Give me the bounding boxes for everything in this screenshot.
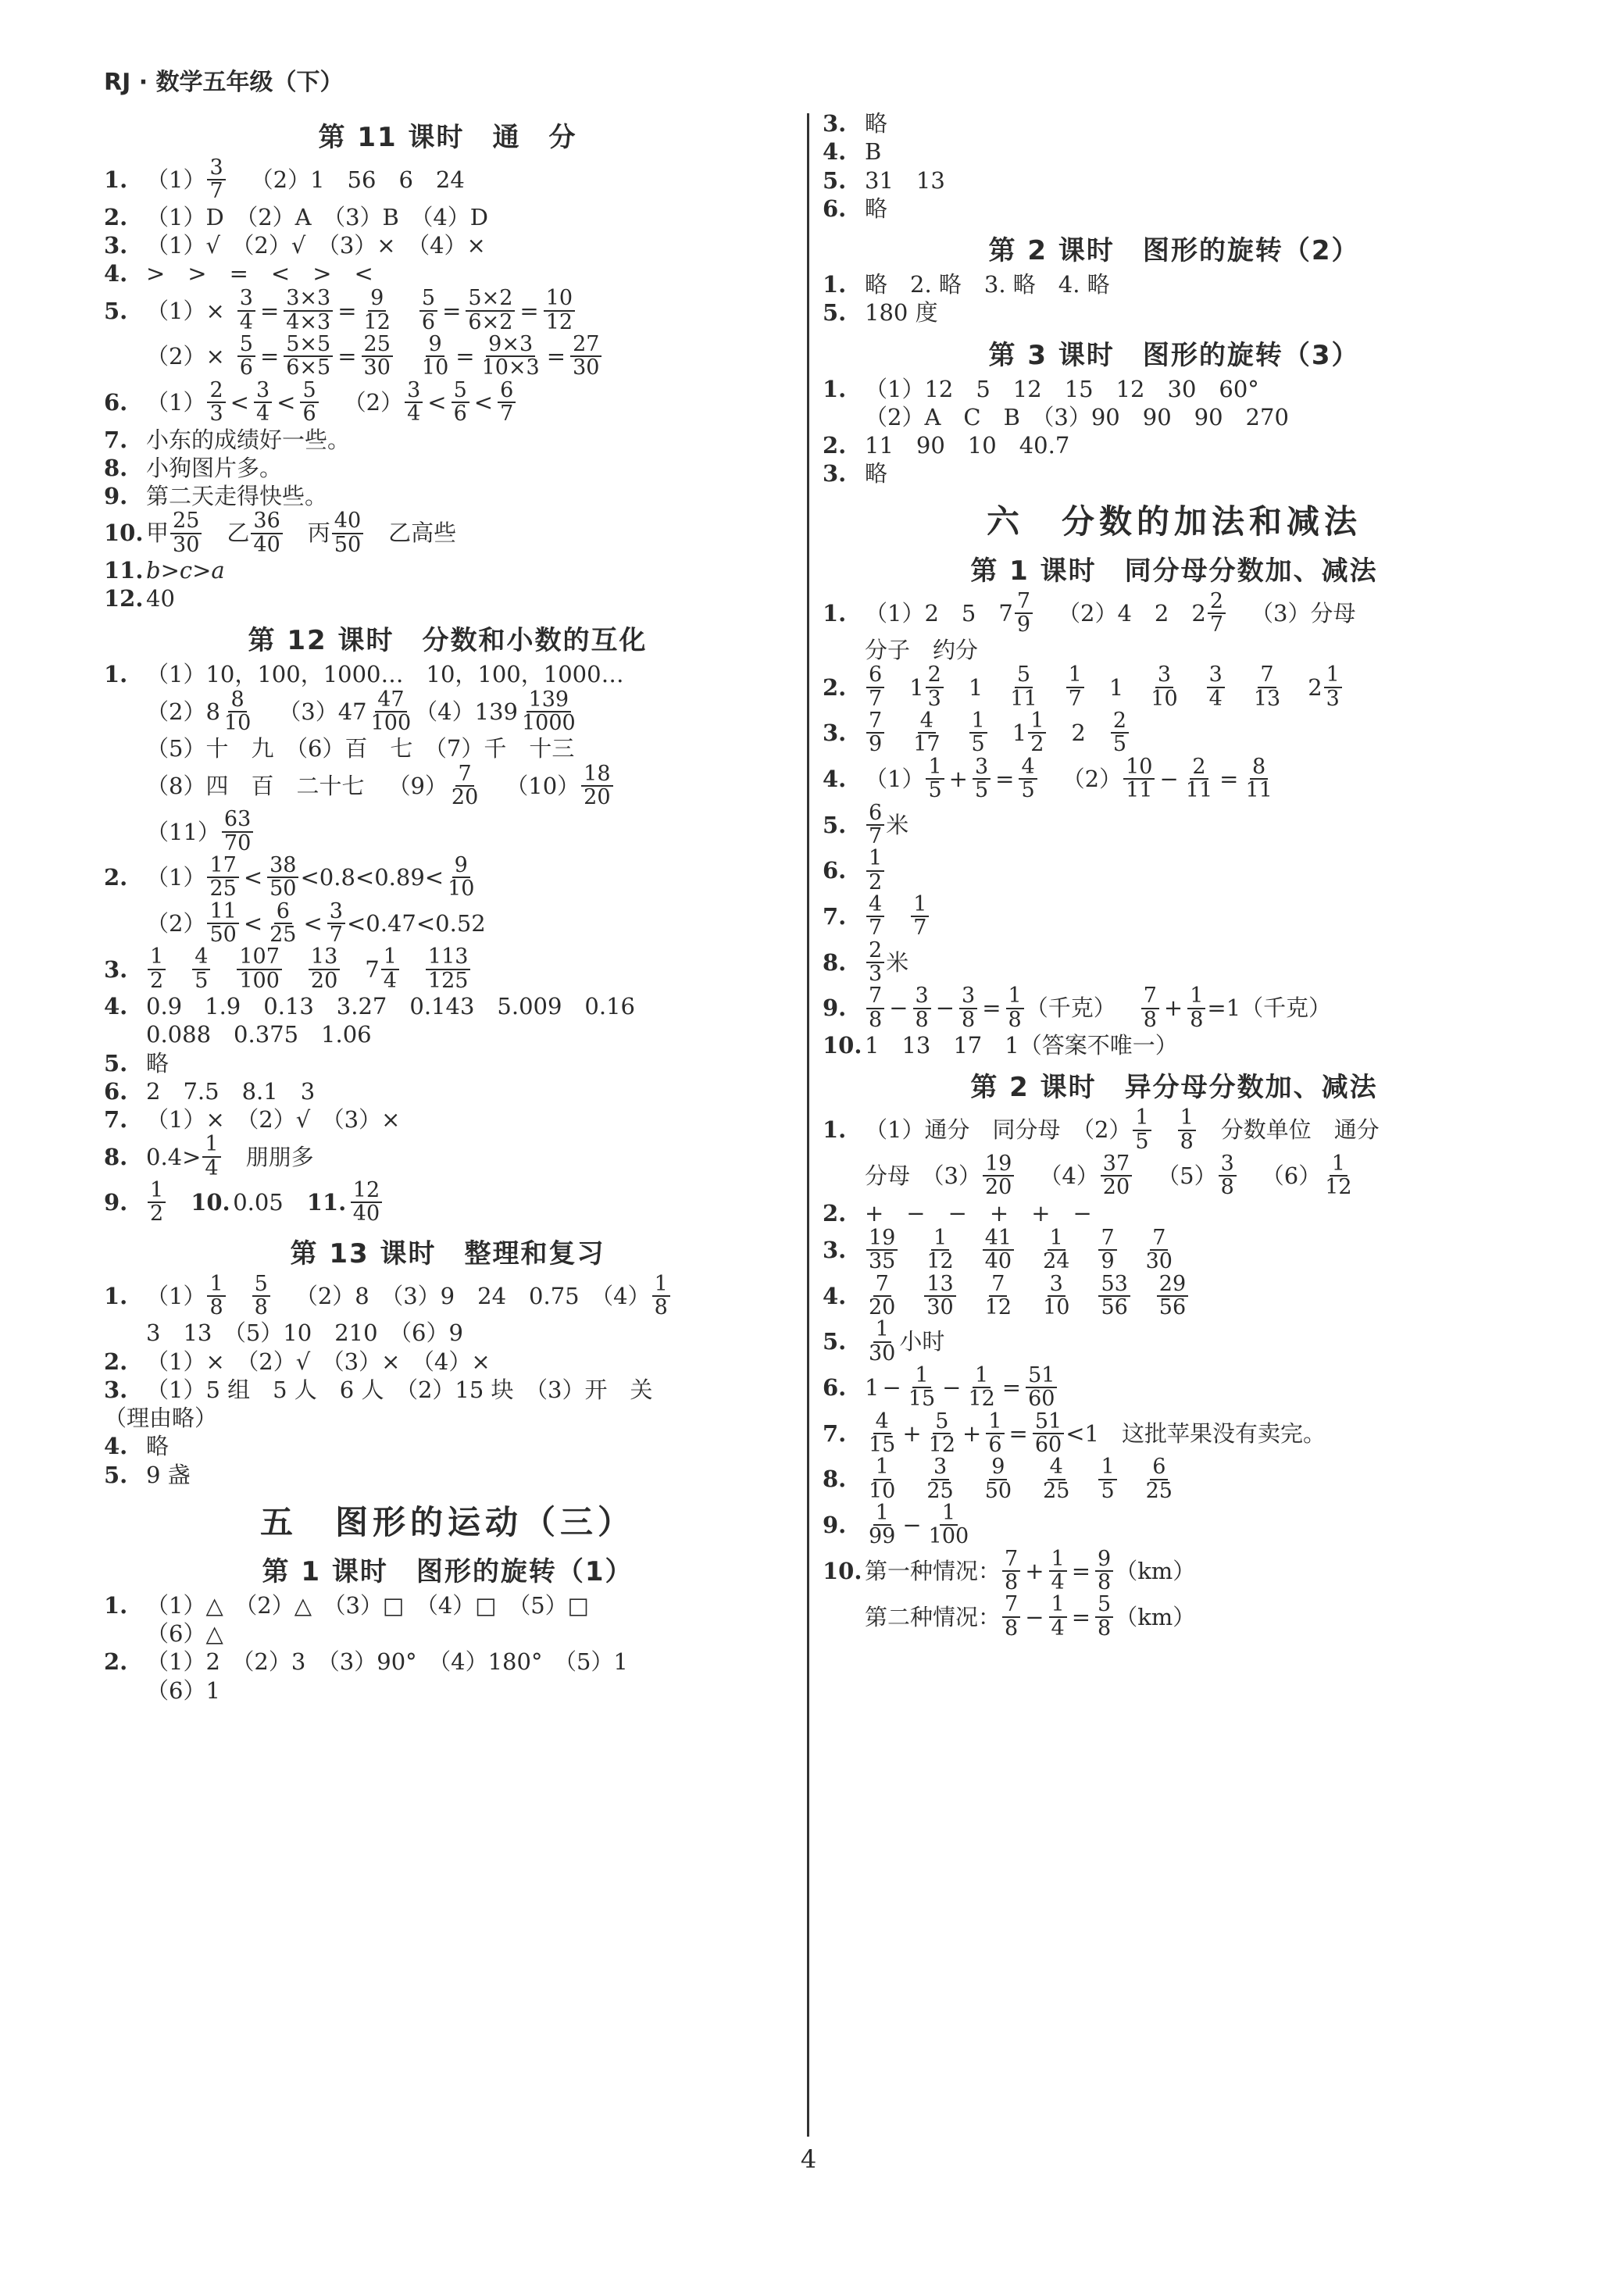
answer-row: 9. $\frac{1}{2}$ 10. 0.05 11. $\frac{12}{40}$ <box>104 1180 791 1226</box>
answer-row: 5. 略 <box>104 1049 170 1077</box>
answer-row: 4. $\frac{7}{20}$ $\frac{13}{30}$ $\frac{7}{12}$ $\frac{3}{10}$ $\frac{53}{56}$ $\frac{29}{56}$ <box>823 1273 1526 1319</box>
answer-row: （6）△ <box>146 1620 223 1648</box>
answer-row: 分子 约分 <box>865 637 979 664</box>
answer-row: 10. 甲 $\frac{25}{30}$ 乙 $\frac{36}{40}$ 丙 $\frac{40}{50}$ 乙高些 <box>104 509 457 557</box>
answer-row: 8. 小狗图片多。 <box>104 454 283 481</box>
answer-row: （2） $\frac{11}{50}$ < $\frac{6}{25}$ < $\frac{3}{7}$ <0.47<0.52 <box>146 898 486 948</box>
answer-row: 1. （1）2 5 7 $\frac{7}{9}$ （2）4 2 2 $\frac{2}{7}$ （3）分母 <box>823 588 1356 637</box>
answer-row: 3. $\frac{7}{9}$ $\frac{4}{17}$ $\frac{1}{5}$ 1 $\frac{1}{2}$ 2 $\frac{2}{5}$ <box>823 710 1526 756</box>
answer-row: 11. b>c>a <box>104 556 225 584</box>
answer-row: 3. 略 <box>823 460 888 487</box>
answer-row: 9. $\frac{7}{8}$ − $\frac{3}{8}$ − $\frac{3}{8}$ = $\frac{1}{8}$ （千克） $\frac{7}{8}$ + $\frac{1}{8}$ =1 （千克） <box>823 984 1332 1032</box>
answer-row: 10. 第一种情况： $\frac{7}{8}$ + $\frac{1}{4}$ = $\frac{9}{8}$ （km） <box>823 1546 1196 1594</box>
page-number: 4 <box>800 2144 817 2174</box>
answer-row: 5. 9 盏 <box>104 1461 191 1488</box>
answer-row: 6. 2 7.5 8.1 3 <box>104 1077 316 1105</box>
answer-row: 4. 0.9 1.9 0.13 3.27 0.143 5.009 0.16 <box>104 993 635 1020</box>
answer-row: 3. $\frac{19}{35}$ $\frac{1}{12}$ $\frac{41}{40}$ $\frac{1}{24}$ $\frac{7}{9}$ $\frac{7}{30}$ <box>823 1225 1173 1274</box>
answer-row: 7. $\frac{4}{15}$ + $\frac{5}{12}$ + $\frac{1}{6}$ = $\frac{51}{60}$ <1 这批苹果没有卖完。 <box>823 1409 1326 1457</box>
section-title-12: 第 12 课时 分数和小数的互化 <box>248 625 648 657</box>
answer-row: 分母 （3） $\frac{19}{20}$ （4） $\frac{37}{20}$ （5） $\frac{3}{8}$ （6） $\frac{1}{12}$ <box>865 1151 1352 1200</box>
answer-row: 4. （1） $\frac{1}{5}$ + $\frac{3}{5}$ = $\frac{4}{5}$ （2） $\frac{10}{11}$ − $\frac{2}{11}$ = $\frac{8}{11}$ <box>823 754 1273 803</box>
answer-row: 9. $\frac{1}{99}$ − $\frac{1}{100}$ <box>823 1500 969 1549</box>
answer-row: 8. 0.4> $\frac{1}{4}$ 朋朋多 <box>104 1132 314 1180</box>
answer-row: 1. （1） $\frac{1}{8}$ $\frac{5}{8}$ （2）8 （3）9 24 0.75 （4） $\frac{1}{8}$ <box>104 1273 791 1319</box>
answer-row: 8. $\frac{2}{3}$ 米 <box>823 937 909 986</box>
answer-row: 6. 1 − $\frac{1}{15}$ − $\frac{1}{12}$ = $\frac{51}{60}$ <box>823 1365 1526 1411</box>
section-title-11: 第 11 课时 通 分 <box>318 122 577 153</box>
answer-row: 0.088 0.375 1.06 <box>146 1021 372 1048</box>
answer-row: （理由略） <box>104 1405 218 1432</box>
answer-row: （8）四 百 二十七 （9） $\frac{7}{20}$ （10） $\frac{18}{20}$ <box>104 763 791 809</box>
section-title-5-1: 第 1 课时 图形的旋转（1） <box>262 1555 634 1587</box>
answer-row: 2. （1）2 （2）3 （3）90° （4）180° （5）1 <box>104 1648 628 1676</box>
answer-row: 3. （1）√ （2）√ （3）× （4）× <box>104 231 486 259</box>
right-column <box>823 109 1526 1640</box>
answer-row: 4. > > = < > < <box>104 260 373 287</box>
answer-row: （2）8 $\frac{8}{10}$ （3）47 $\frac{47}{100}$ （4）139 $\frac{139}{1000}$ <box>146 687 576 736</box>
page-header: RJ · 数学五年级（下） <box>104 69 344 96</box>
answer-row: （2）× $\frac{5}{6}$ = $\frac{5\times 5}{6\times 5}$ = $\frac{25}{30}$ $\frac{9}{10}$ = $\frac{9\times 3}{10\times 3}$ = $\frac{27}{30}$ <box>104 334 791 380</box>
answer-row: 8. $\frac{1}{10}$ $\frac{3}{25}$ $\frac{9}{50}$ $\frac{4}{25}$ $\frac{1}{5}$ $\frac{6}{25}$ <box>823 1455 1173 1503</box>
answer-row: 第二种情况： $\frac{7}{8}$ − $\frac{1}{4}$ = $\frac{5}{8}$ （km） <box>865 1592 1196 1641</box>
left-column <box>104 109 791 1705</box>
answer-row: 10. 1 13 17 1（答案不唯一） <box>823 1031 1178 1059</box>
answer-row: 4. B <box>823 138 882 166</box>
answer-row: （11） $\frac{63}{70}$ <box>104 809 791 855</box>
answer-row: 9. 第二天走得快些。 <box>104 483 328 509</box>
answer-row: 7. $\frac{4}{7}$ $\frac{1}{7}$ <box>823 894 1526 940</box>
answer-row: 2. （1）D （2）A （3）B （4）D <box>104 203 489 230</box>
answer-row: 5. 180 度 <box>823 299 938 327</box>
answer-row: 3. （1）5 组 5 人 6 人 （2）15 块 （3）开 关 <box>104 1376 653 1403</box>
section-title-5-3: 第 3 课时 图形的旋转（3） <box>988 339 1360 371</box>
answer-row: 1. （1） $\frac{3}{7}$ （2）1 56 6 24 <box>104 155 465 204</box>
answer-row: 2. + − − + + − <box>823 1199 1092 1227</box>
answer-row: 5. $\frac{1}{30}$ 小时 <box>823 1317 945 1366</box>
answer-row: 1. （1）12 5 12 15 12 30 60° <box>823 375 1259 402</box>
section-title-6-2: 第 2 课时 异分母分数加、减法 <box>970 1072 1378 1104</box>
answer-row: 6. $\frac{1}{2}$ <box>823 848 1526 894</box>
answer-row: 7. 小东的成绩好一些。 <box>104 426 351 453</box>
answer-row: 1. （1）10，100，1000… 10，100，1000… <box>104 661 624 688</box>
section-title-5-2: 第 2 课时 图形的旋转（2） <box>988 235 1360 266</box>
section-title-13: 第 13 课时 整理和复习 <box>290 1237 605 1269</box>
answer-row: 2. $\frac{6}{7}$ 1 $\frac{2}{3}$ 1 $\frac{5}{11}$ $\frac{1}{7}$ 1 $\frac{3}{10}$ $\frac{3}{4}$ $\frac{7}{13}$ 2 $\frac{1}{3}$ <box>823 664 1526 710</box>
answer-row: 5. 31 13 <box>823 166 945 194</box>
answer-row: 12. 40 <box>104 585 175 612</box>
answer-row: 2. 11 90 10 40.7 <box>823 432 1070 459</box>
answer-row: 2. （1）× （2）√ （3）× （4）× <box>104 1348 491 1375</box>
answer-row: 3. 略 <box>823 110 888 137</box>
fraction: $\frac{3}{7}$ <box>207 157 225 203</box>
answer-row: 7. （1）× （2）√ （3）× <box>104 1106 401 1134</box>
answer-row: 1. 略 2. 略 3. 略 4. 略 <box>823 271 1110 298</box>
answer-row: 5. $\frac{6}{7}$ 米 <box>823 800 909 848</box>
answer-row: 1. （1）通分 同分母 （2） $\frac{1}{5}$ $\frac{1}{8}$ 分数单位 通分 <box>823 1105 1380 1154</box>
answer-row: 3. $\frac{1}{2}$ $\frac{4}{5}$ $\frac{107}{100}$ $\frac{13}{20}$ 7 $\frac{1}{4}$ $\frac{113}{125}$ <box>104 946 791 992</box>
answer-row: （2）A C B （3）90 90 90 270 <box>865 403 1289 430</box>
section-title-6-1: 第 1 课时 同分母分数加、减法 <box>970 555 1378 587</box>
answer-row: （6）1 <box>146 1676 220 1704</box>
answer-row: 5. （1）× $\frac{3}{4}$ = $\frac{3\times 3}{4\times 3}$ = $\frac{9}{12}$ $\frac{5}{6}$ = $\frac{5\times 2}{6\times 2}$ = $\frac{10}{12}$ <box>104 287 791 334</box>
answer-row: 2. （1） $\frac{17}{25}$ < $\frac{38}{50}$ <0.8<0.89< $\frac{9}{10}$ <box>104 853 475 902</box>
chapter-title-5: 五 图形的运动（三） <box>259 1502 635 1541</box>
answer-row: 4. 略 <box>104 1433 170 1460</box>
column-divider <box>807 113 809 2137</box>
chapter-title-6: 六 分数的加法和减法 <box>986 502 1362 541</box>
answer-row: 3 13 （5）10 210 （6）9 <box>146 1319 463 1347</box>
answer-row: 1. （1）△ （2）△ （3）□ （4）□ （5）□ <box>104 1591 590 1619</box>
answer-row: 6. （1） $\frac{2}{3}$ < $\frac{3}{4}$ < $\frac{5}{6}$ （2） $\frac{3}{4}$ < $\frac{5}{6}$ < $\frac{6}{7}$ <box>104 380 791 426</box>
answer-row: 6. 略 <box>823 195 888 222</box>
answer-row: （5）十 九 （6）百 七 （7）千 十三 <box>146 735 575 762</box>
